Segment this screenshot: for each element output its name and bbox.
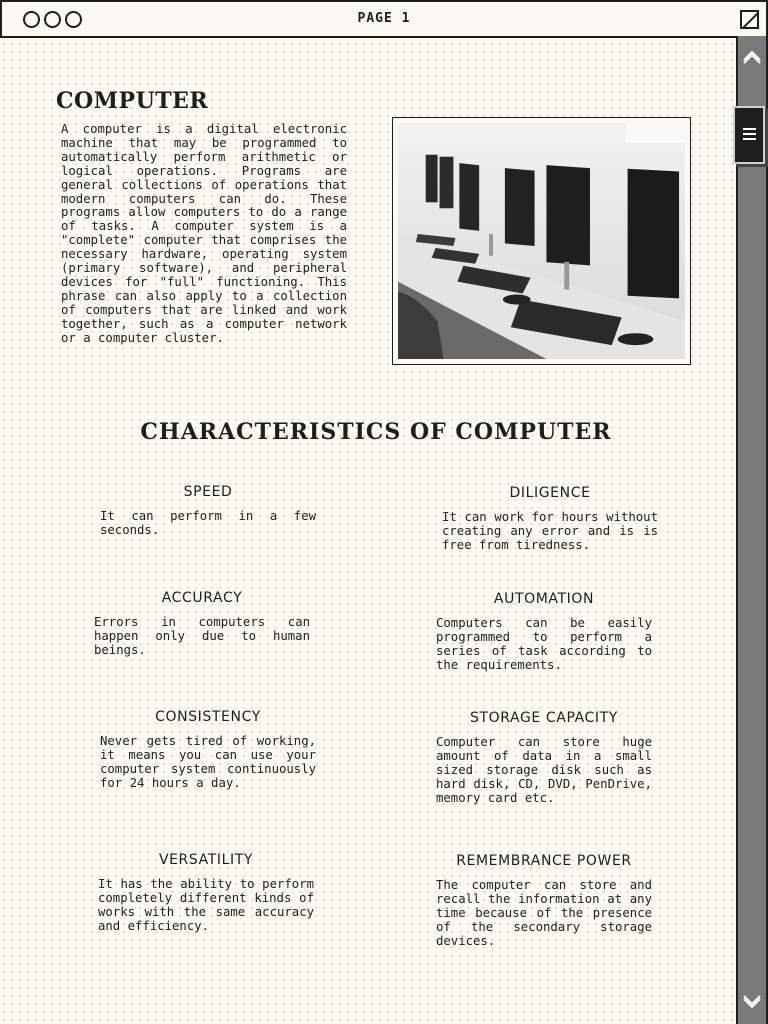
characteristic-text: Computer can store huge amount of data in a small sized storage disk such as hard disk, CD, DVD, PenDrive, memory card etc. xyxy=(436,735,652,805)
chevron-down-icon[interactable] xyxy=(738,989,766,1017)
characteristic-storage-capacity xyxy=(436,710,652,805)
chevron-up-icon[interactable] xyxy=(738,46,766,74)
characteristic-consistency xyxy=(100,709,316,790)
characteristic-speed xyxy=(100,484,316,537)
characteristic-text: Errors in computers can happen only due to human beings. xyxy=(94,615,310,657)
characteristic-diligence xyxy=(442,485,658,552)
characteristic-accuracy xyxy=(94,590,310,657)
article-intro: A computer is a digital electronic machine that may be programmed to automatically perform arithmetic or logical operations. Programs are general collections of operations that modern computers can do. These programs allow computers to do a range of tasks. A computer system is a "complete" computer that comprises the necessary hardware, operating system (primary software), and peripheral devices for "full" functioning. This phrase can also apply to a collection of computers that are linked and work together, such as a computer network or a computer cluster. xyxy=(61,122,347,345)
characteristic-heading: REMEMBRANCE POWER xyxy=(456,853,632,869)
vertical-scrollbar[interactable] xyxy=(736,36,768,1024)
characteristic-text: It can perform in a few seconds. xyxy=(100,509,316,537)
characteristic-text: It can work for hours without creating any error and is is free from tiredness. xyxy=(442,510,658,552)
characteristic-text: It has the ability to perform completely different kinds of works with the same accuracy and efficiency. xyxy=(98,877,314,933)
characteristic-versatility xyxy=(98,852,314,933)
resize-icon[interactable] xyxy=(740,10,759,29)
characteristic-remembrance-power xyxy=(436,853,652,948)
window-titlebar xyxy=(0,0,768,38)
scroll-thumb[interactable] xyxy=(733,106,765,164)
hamburger-icon xyxy=(743,128,756,143)
characteristic-heading: ACCURACY xyxy=(161,590,243,606)
characteristic-heading: CONSISTENCY xyxy=(155,709,261,725)
characteristic-text: The computer can store and recall the information at any time because of the presence of the secondary storage devices. xyxy=(436,878,652,948)
characteristics-title: CHARACTERISTICS OF COMPUTER xyxy=(140,419,612,445)
characteristic-heading: STORAGE CAPACITY xyxy=(470,710,618,726)
page-title: PAGE 1 xyxy=(357,11,411,26)
characteristic-heading: VERSATILITY xyxy=(158,852,254,868)
characteristic-text: Never gets tired of working, it means you can use your computer system continuously for 24 hours a day. xyxy=(100,734,316,790)
characteristic-automation xyxy=(436,591,652,672)
computer-lab-image xyxy=(392,117,691,365)
characteristic-heading: DILIGENCE xyxy=(509,485,591,501)
characteristic-heading: AUTOMATION xyxy=(493,591,595,607)
characteristic-text: Computers can be easily programmed to perform a series of task according to the requirements. xyxy=(436,616,652,672)
article-title: COMPUTER xyxy=(56,88,209,114)
characteristic-heading: SPEED xyxy=(183,484,233,500)
